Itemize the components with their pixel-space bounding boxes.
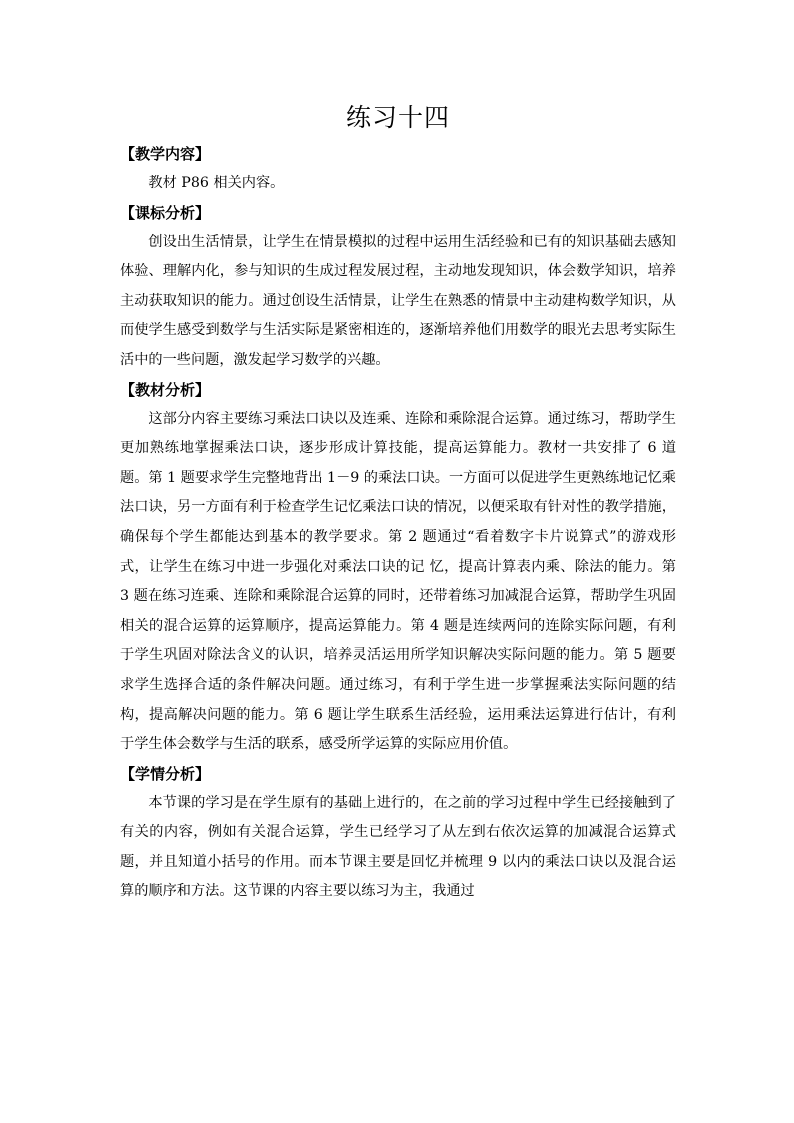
section-heading: 【教材分析】 bbox=[120, 380, 211, 399]
section-student-analysis bbox=[120, 760, 676, 907]
page-title: 练习十四 bbox=[345, 103, 450, 132]
document-page bbox=[120, 98, 676, 907]
section-teaching-content bbox=[120, 140, 676, 199]
section-textbook-analysis bbox=[120, 376, 676, 760]
section-body: 这部分内容主要练习乘法口诀以及连乘、连除和乘除混合运算。通过练习，帮助学生更加熟练地掌握乘法口诀，逐步形成计算技能，提高运算能力。教材一共安排了 6 道题。第 1 题要求学生完整地背出 1－9 的乘法口诀。一方面可以促进学生更熟练地记忆乘法口诀，另一方面有利于检查学生记忆乘法口诀的情况，以便采取有针对性的教学措施，确保每个学生都能达到基本的教学要求。第 2 题通过“看着数字卡片说算式”的游戏形式，让学生在练习中进一步强化对乘法口诀的记 忆，提高计算表内乘、除法的能力。第 3 题在练习连乘、连除和乘除混合运算的同时，还带着练习加减混合运算，帮助学生巩固相关的混合运算的运算顺序，提高运算能力。第 4 题是连续两问的连除实际问题，有利于学生巩固对除法含义的认识，培养灵活运用所学知识解决实际问题的能力。第 5 题要求学生选择合适的条件解决问题。通过练习，有利于学生进一步掌握乘法实际问题的结构，提高解决问题的能力。第 6 题让学生联系生活经验，运用乘法运算进行估计，有利于学生体会数学与生活的联系，感受所学运算的实际应用价值。 bbox=[120, 410, 676, 753]
section-body: 本节课的学习是在学生原有的基础上进行的，在之前的学习过程中学生已经接触到了有关的内容，例如有关混合运算，学生已经学习了从左到右依次运算的加减混合运算式题，并且知道小括号的作用。而本节课主要是回忆并梳理 9 以内的乘法口诀以及混合运算的顺序和方法。这节课的内容主要以练习为主，我通过 bbox=[120, 794, 676, 900]
section-body: 教材 P86 相关内容。 bbox=[148, 175, 285, 191]
section-heading: 【学情分析】 bbox=[120, 764, 211, 783]
section-curriculum-analysis bbox=[120, 199, 676, 376]
section-heading: 【课标分析】 bbox=[120, 203, 211, 222]
section-body: 创设出生活情景，让学生在情景模拟的过程中运用生活经验和已有的知识基础去感知体验、理解内化，参与知识的生成过程发展过程，主动地发现知识，体会数学知识，培养主动获取知识的能力。通过创设生活情景，让学生在熟悉的情景中主动建构数学知识，从而使学生感受到数学与生活实际是紧密相连的，逐渐培养他们用数学的眼光去思考实际生活中的一些问题，激发起学习数学的兴趣。 bbox=[120, 233, 676, 368]
section-heading: 【教学内容】 bbox=[120, 145, 211, 163]
